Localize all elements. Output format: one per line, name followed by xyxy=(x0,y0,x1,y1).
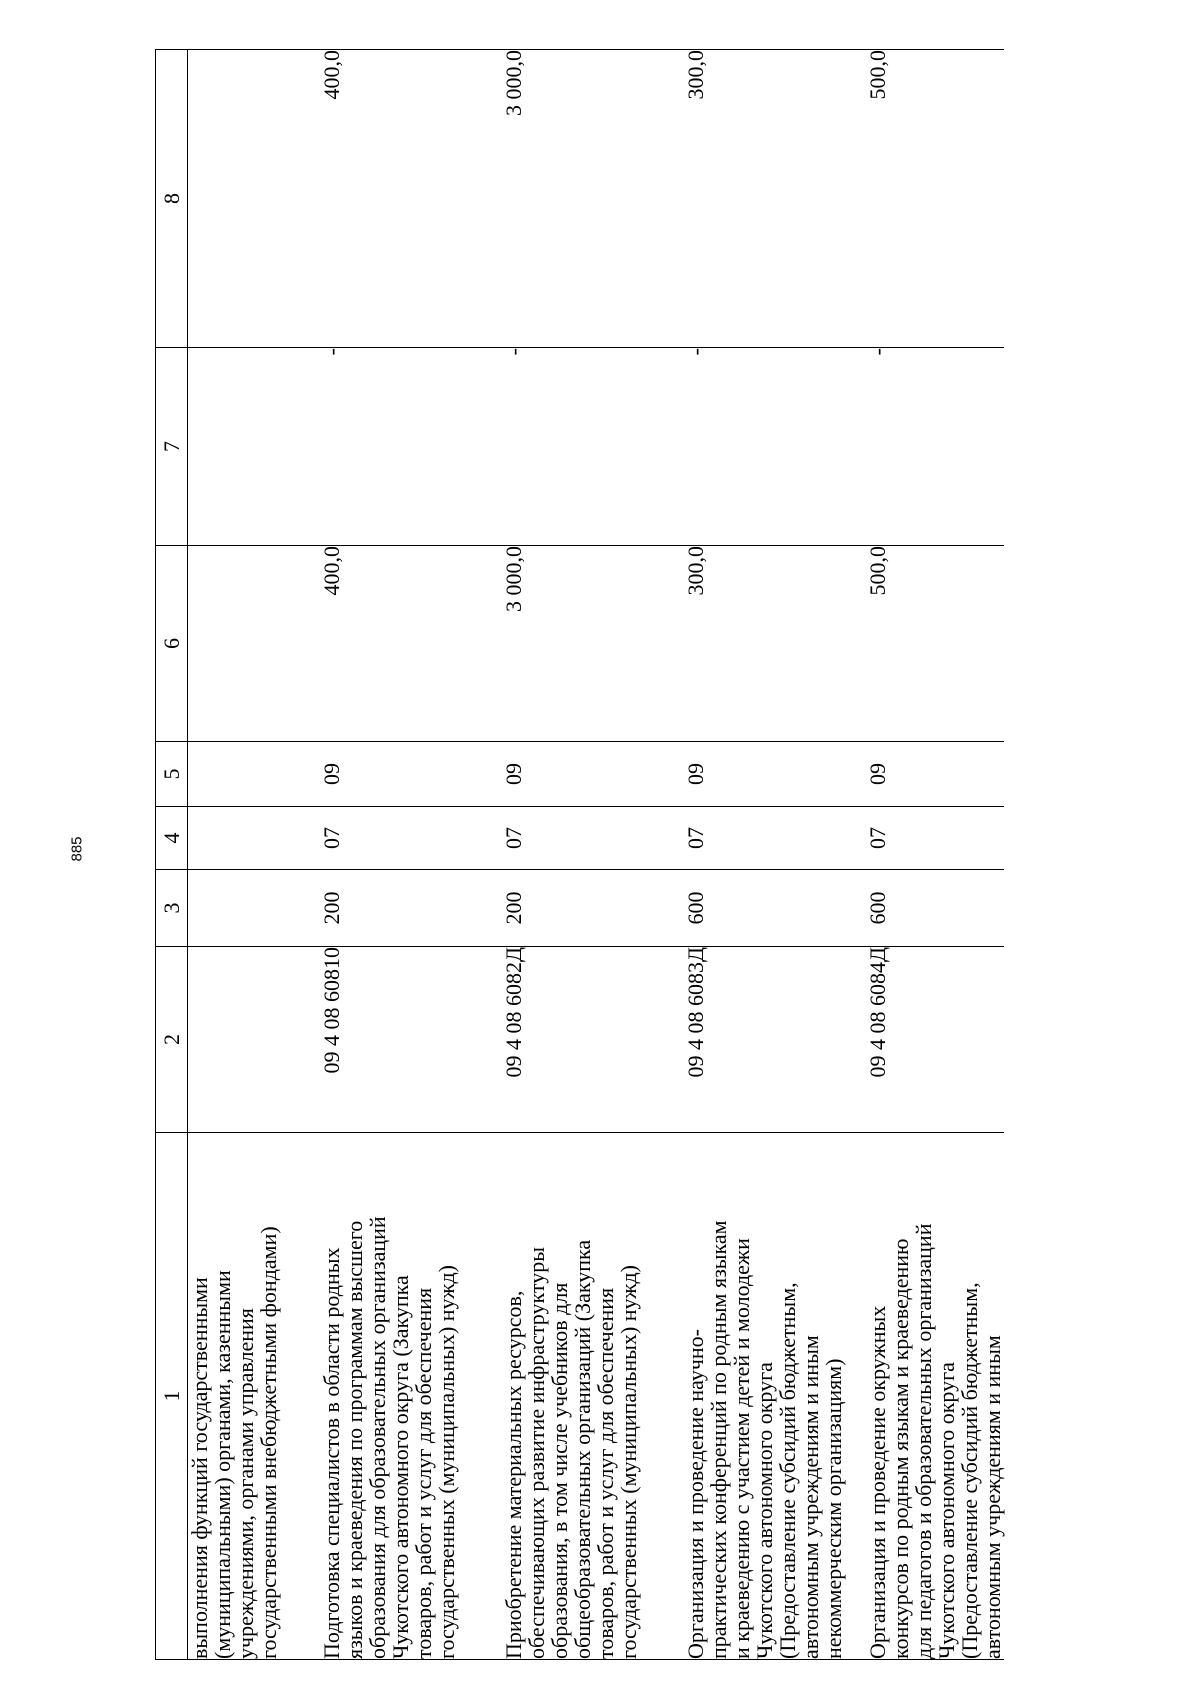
description-line: Приобретение материальных ресурсов, xyxy=(500,1290,526,1659)
description-line: образования для образовательных организаций xyxy=(364,1216,390,1659)
col-header-4: 4 xyxy=(156,807,188,870)
amount-col7: - xyxy=(684,348,866,546)
section: 07 xyxy=(320,807,502,870)
col-header-7: 7 xyxy=(156,348,188,546)
subsection: 09 xyxy=(320,742,502,807)
col-header-2: 2 xyxy=(156,947,188,1133)
amount-col7: - xyxy=(502,348,684,546)
description-line: общеобразовательных организаций (Закупка xyxy=(569,1239,595,1659)
description-line: Чукотского автономного округа xyxy=(933,1362,959,1659)
description-line: практических конференций по родным языкам xyxy=(705,1220,731,1659)
budget-table xyxy=(155,49,1004,1660)
section: 07 xyxy=(866,807,1004,870)
col-header-8: 8 xyxy=(156,50,188,348)
description-line: (Предоставление субсидий бюджетным, xyxy=(956,1282,982,1659)
subsection xyxy=(188,742,320,807)
subsection: 09 xyxy=(684,742,866,807)
subsection: 09 xyxy=(866,742,1004,807)
header-row xyxy=(156,50,188,1660)
section xyxy=(188,807,320,870)
description-line: некоммерческим организациям) xyxy=(820,1358,846,1659)
expense-type: 200 xyxy=(502,870,684,947)
col-header-5: 5 xyxy=(156,742,188,807)
description-line: для педагогов и образовательных организаций xyxy=(910,1223,936,1659)
amount-col7: - xyxy=(320,348,502,546)
description-line: образования, в том числе учебников для xyxy=(546,1282,572,1659)
amount-col8: 500,0 xyxy=(866,50,1004,348)
amount-col6: 500,0 xyxy=(866,546,1004,742)
expense-type: 600 xyxy=(866,870,1004,947)
table-row xyxy=(684,50,866,1660)
description-line: (Предоставление субсидий бюджетным, xyxy=(774,1282,800,1659)
target-code: 09 4 08 6082Д xyxy=(502,947,684,1133)
description-line: и краеведению с участием детей и молодежи xyxy=(728,1238,754,1659)
row-description xyxy=(866,1133,1004,1660)
section: 07 xyxy=(684,807,866,870)
amount-col6 xyxy=(188,546,320,742)
amount-col8: 300,0 xyxy=(684,50,866,348)
amount-col7: - xyxy=(866,348,1004,546)
description-line: Чукотского автономного округа (Закупка xyxy=(387,1275,413,1659)
description-line: (муниципальными) органами, казенными xyxy=(210,1270,235,1659)
amount-col6: 300,0 xyxy=(684,546,866,742)
description-line: товаров, работ и услуг для обеспечения xyxy=(410,1287,436,1659)
target-code xyxy=(188,947,320,1133)
table-row xyxy=(188,50,320,1660)
col-header-6: 6 xyxy=(156,546,188,742)
description-line: выполнения функций государственными xyxy=(187,1277,212,1659)
target-code: 09 4 08 6083Д xyxy=(684,947,866,1133)
row-description xyxy=(502,1133,684,1660)
amount-col7 xyxy=(188,348,320,546)
section: 07 xyxy=(502,807,684,870)
amount-col6: 400,0 xyxy=(320,546,502,742)
description-line: учреждениями, органами управления xyxy=(233,1308,258,1659)
amount-col8 xyxy=(188,50,320,348)
amount-col8: 400,0 xyxy=(320,50,502,348)
description-line: автономным учреждениям и иным xyxy=(979,1335,1005,1659)
target-code: 09 4 08 6084Д xyxy=(866,947,1004,1133)
page-number: 885 xyxy=(68,836,86,862)
subsection: 09 xyxy=(502,742,684,807)
description-line: обеспечивающих развитие инфраструктуры xyxy=(523,1246,549,1659)
description-line: Чукотского автономного округа xyxy=(751,1362,777,1659)
description-line: Подготовка специалистов в области родных xyxy=(318,1247,344,1659)
table-row xyxy=(866,50,1004,1660)
table-row xyxy=(502,50,684,1660)
description-line: государственных (муниципальных) нужд) xyxy=(433,1265,459,1659)
description-line: государственных (муниципальных) нужд) xyxy=(615,1265,641,1659)
row-description xyxy=(320,1133,502,1660)
amount-col6: 3 000,0 xyxy=(502,546,684,742)
expense-type: 200 xyxy=(320,870,502,947)
table-row xyxy=(320,50,502,1660)
description-line: Организация и проведение научно- xyxy=(682,1329,708,1659)
col-header-1: 1 xyxy=(156,1133,188,1660)
col-header-3: 3 xyxy=(156,870,188,947)
description-line: языков и краеведения по программам высшего xyxy=(341,1220,367,1659)
description-line: конкурсов по родным языкам и краеведению xyxy=(887,1238,913,1659)
description-line: государственными внебюджетными фондами) xyxy=(256,1226,281,1659)
description-line: автономным учреждениям и иным xyxy=(797,1335,823,1659)
row-description xyxy=(188,1133,320,1660)
target-code: 09 4 08 60810 xyxy=(320,947,502,1133)
row-description xyxy=(684,1133,866,1660)
rotated-table-container xyxy=(155,50,1005,1660)
description-line: Организация и проведение окружных xyxy=(864,1305,890,1659)
expense-type: 600 xyxy=(684,870,866,947)
amount-col8: 3 000,0 xyxy=(502,50,684,348)
expense-type xyxy=(188,870,320,947)
description-line: товаров, работ и услуг для обеспечения xyxy=(592,1287,618,1659)
